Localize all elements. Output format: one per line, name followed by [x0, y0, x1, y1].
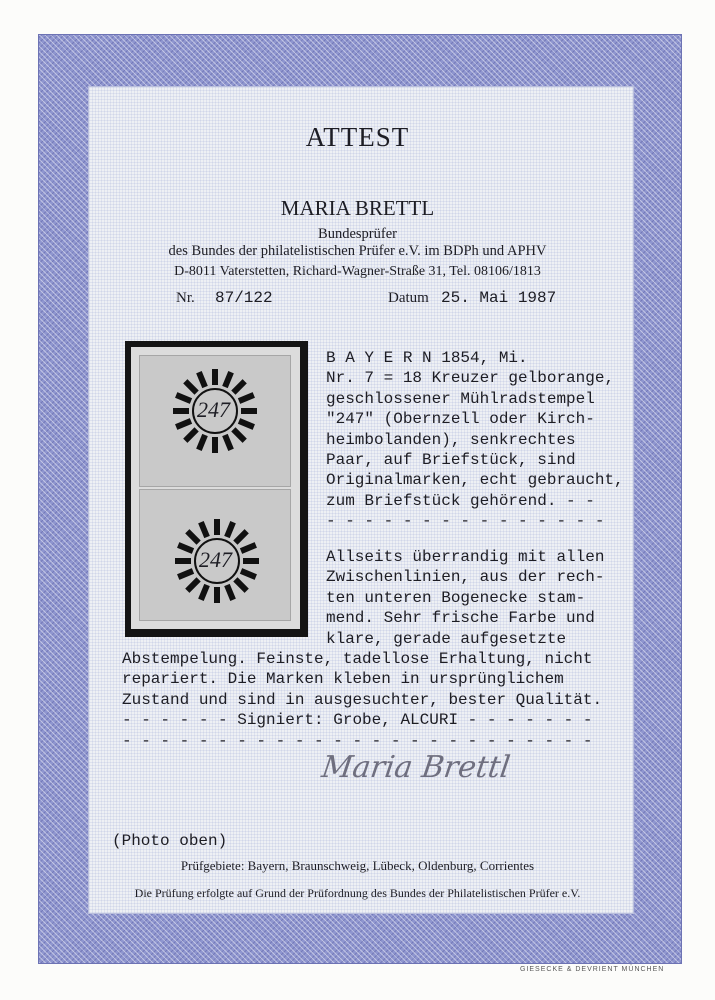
- quality-block: [122, 649, 602, 751]
- quality-line: Zustand und sind in ausgesuchter, bester Qualität.: [122, 690, 603, 709]
- description-line: Paar, auf Briefstück, sind: [326, 451, 576, 470]
- description-line: B A Y E R N 1854, Mi.: [326, 349, 528, 367]
- description-line: - - - - - - - - - - - - - - -: [326, 512, 605, 531]
- printer-mark: GIESECKE & DEVRIENT MÜNCHEN: [520, 966, 665, 973]
- quality-line: - - - - - - - - - - - - - - - - - - - - - - - - -: [122, 731, 593, 750]
- number-value: 87/122: [215, 289, 273, 307]
- condition-block: [326, 547, 604, 649]
- date-label: Datum: [388, 290, 429, 306]
- association-line: des Bundes der philatelistischen Prüfer e.V. im BDPh und APHV: [168, 243, 547, 259]
- quality-line: Abstempelung. Feinste, tadellose Erhaltung, nicht: [122, 650, 593, 668]
- condition-line: ten unteren Bogenecke stam-: [326, 588, 586, 607]
- condition-line: klare, gerade aufgesetzte: [326, 629, 567, 648]
- description-line: geschlossener Mühlradstempel: [326, 389, 595, 408]
- stamp-photo: [125, 341, 308, 637]
- quality-line: - - - - - - Signiert: Grobe, ALCURI - - - - - - -: [122, 711, 593, 730]
- examination-statement: Die Prüfung erfolgte auf Grund der Prüfordnung des Bundes der Philatelistischen Prüfer e.V.: [134, 886, 581, 900]
- handwritten-signature: Maria Brettl: [319, 750, 513, 785]
- examiner-name: MARIA BRETTL: [280, 196, 435, 220]
- description-line: heimbolanden), senkrechtes: [326, 430, 576, 449]
- cancel-number-upper: 247: [197, 397, 230, 422]
- description-line: "247" (Obernzell oder Kirch-: [326, 410, 595, 429]
- cancellation-marks: [125, 341, 308, 637]
- cancel-number-lower: 247: [199, 547, 232, 572]
- condition-line: mend. Sehr frische Farbe und: [326, 609, 595, 628]
- condition-line: Zwischenlinien, aus der rech-: [326, 568, 605, 587]
- quality-line: repariert. Die Marken kleben in ursprünglichem: [122, 670, 564, 689]
- certificate-title: ATTEST: [305, 122, 410, 152]
- number-label: Nr.: [176, 290, 195, 306]
- description-line: zum Briefstück gehörend. - -: [326, 491, 595, 510]
- date-value: 25. Mai 1987: [441, 289, 557, 307]
- description-block: [326, 348, 624, 532]
- photo-note: (Photo oben): [112, 832, 228, 850]
- examination-areas: Prüfgebiete: Bayern, Braunschweig, Lübeck, Oldenburg, Corrientes: [180, 858, 535, 873]
- description-line: Originalmarken, echt gebraucht,: [326, 471, 624, 490]
- examiner-role: Bundesprüfer: [318, 226, 397, 242]
- description-line: Nr. 7 = 18 Kreuzer gelborange,: [326, 369, 615, 388]
- address-line: D-8011 Vaterstetten, Richard-Wagner-Straße 31, Tel. 08106/1813: [174, 264, 541, 279]
- condition-line: Allseits überrandig mit allen: [326, 548, 605, 566]
